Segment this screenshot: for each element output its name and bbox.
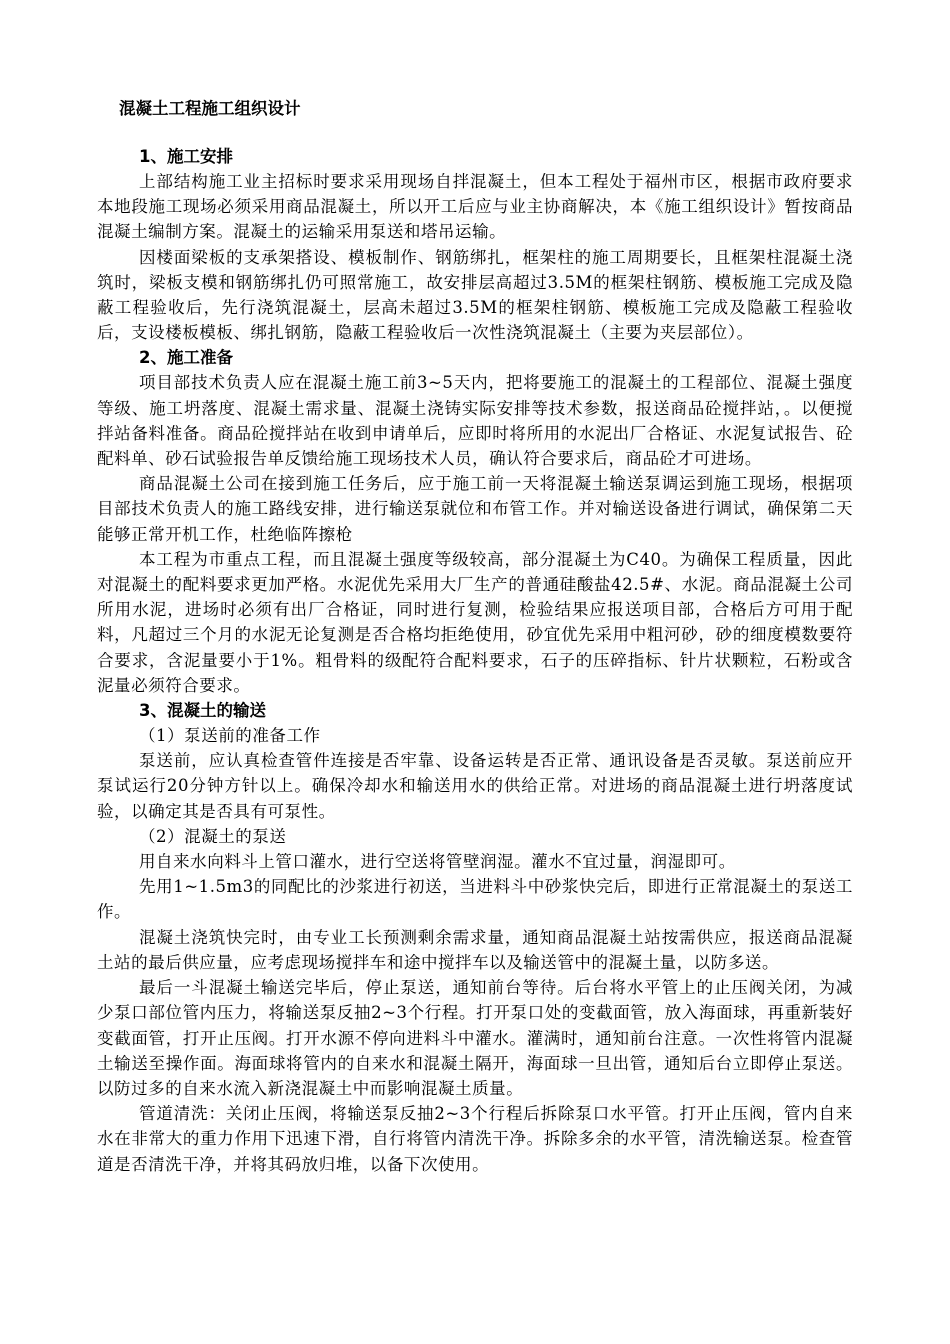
section-3 [97,698,853,1177]
paragraph: 项目部技术负责人应在混凝土施工前3~5天内，把将要施工的混凝土的工程部位、混凝土强度等级、施工坍落度、混凝土需求量、混凝土浇铸实际安排等技术参数，报送商品砼搅拌站，。以便搅拌站备料准备。商品砼搅拌站在收到申请单后，应即时将所用的水泥出厂合格证、水泥复试报告、砼配料单、砂石试验报告单反馈给施工现场技术人员，确认符合要求后，商品砼才可进场。 [97,373,853,469]
section-heading: 2、施工准备 [139,348,233,368]
section-2 [97,345,853,698]
paragraph: 泵送前，应认真检查管件连接是否牢靠、设备运转是否正常、通讯设备是否灵敏。泵送前应开泵试运行20分钟方针以上。确保冷却水和输送用水的供给正常。对进场的商品混凝土进行坍落度试验，以确定其是否具有可泵性。 [97,751,853,821]
paragraph: 上部结构施工业主招标时要求采用现场自拌混凝土，但本工程处于福州市区，根据市政府要求本地段施工现场必须采用商品混凝土，所以开工后应与业主协商解决，本《施工组织设计》暂按商品混凝土编制方案。混凝土的运输采用泵送和塔吊运输。 [97,172,853,242]
section-heading: 3、混凝土的输送 [139,701,266,721]
section-1 [97,144,853,345]
document-page [97,96,853,1177]
paragraph: 先用1~1.5m3的同配比的沙浆进行初送，当进料斗中砂浆快完后，即进行正常混凝土的泵送工作。 [97,877,853,922]
subsection-label: （1）泵送前的准备工作 [139,726,321,746]
paragraph: 因楼面梁板的支承架搭设、模板制作、钢筋绑扎，框架柱的施工周期要长，且框架柱混凝土浇筑时，梁板支模和钢筋绑扎仍可照常施工，故安排层高超过3.5M的框架柱钢筋、模板施工完成及隐蔽工程验收后，先行浇筑混凝土，层高未超过3.5M的框架柱钢筋、模板施工完成及隐蔽工程验收后，支设楼板模板、绑扎钢筋，隐蔽工程验收后一次性浇筑混凝土（主要为夹层部位）。 [97,247,853,343]
paragraph: 管道清洗：关闭止压阀，将输送泵反抽2~3个行程后拆除泵口水平管。打开止压阀，管内自来水在非常大的重力作用下迅速下滑，自行将管内清洗干净。拆除多余的水平管，清洗输送泵。检查管道是否清洗干净，并将其码放归堆，以备下次使用。 [97,1104,853,1174]
paragraph: 本工程为市重点工程，而且混凝土强度等级较高，部分混凝土为C40。为确保工程质量，因此对混凝土的配料要求更加严格。水泥优先采用大厂生产的普通硅酸盐42.5#、水泥。商品混凝土公司所用水泥，进场时必须有出厂合格证，同时进行复测，检验结果应报送项目部，合格后方可用于配料，凡超过三个月的水泥无论复测是否合格均拒绝使用，砂宜优先采用中粗河砂，砂的细度模数要符合要求，含泥量要小于1%。粗骨料的级配符合配料要求，石子的压碎指标、针片状颗粒，石粉或含泥量必须符合要求。 [97,549,853,695]
paragraph: 用自来水向料斗上管口灌水，进行空送将管壁润湿。灌水不宜过量，润湿即可。 [139,852,736,872]
paragraph: 商品混凝土公司在接到施工任务后，应于施工前一天将混凝土输送泵调运到施工现场，根据项目部技术负责人的施工路线安排，进行输送泵就位和布管工作。并对输送设备进行调试，确保第二天能够正常开机工作，杜绝临阵擦枪 [97,474,853,544]
document-title: 混凝土工程施工组织设计 [119,99,301,118]
paragraph: 混凝土浇筑快完时，由专业工长预测剩余需求量，通知商品混凝土站按需供应，报送商品混凝土站的最后供应量，应考虑现场搅拌车和途中搅拌车以及输送管中的混凝土量，以防多送。 [97,927,853,972]
paragraph: 最后一斗混凝土输送完毕后，停止泵送，通知前台等待。后台将水平管上的止压阀关闭，为减少泵口部位管内压力，将输送泵反抽2~3个行程。打开泵口处的变截面管，放入海面球，再重新装好变截面管，打开止压阀。打开水源不停向进料斗中灌水。灌满时，通知前台注意。一次性将管内混凝土输送至操作面。海面球将管内的自来水和混凝土隔开，海面球一旦出管，通知后台立即停止泵送。以防过多的自来水流入新浇混凝土中而影响混凝土质量。 [97,978,853,1098]
subsection-label: （2）混凝土的泵送 [139,826,287,846]
section-heading: 1、施工安排 [139,147,233,166]
